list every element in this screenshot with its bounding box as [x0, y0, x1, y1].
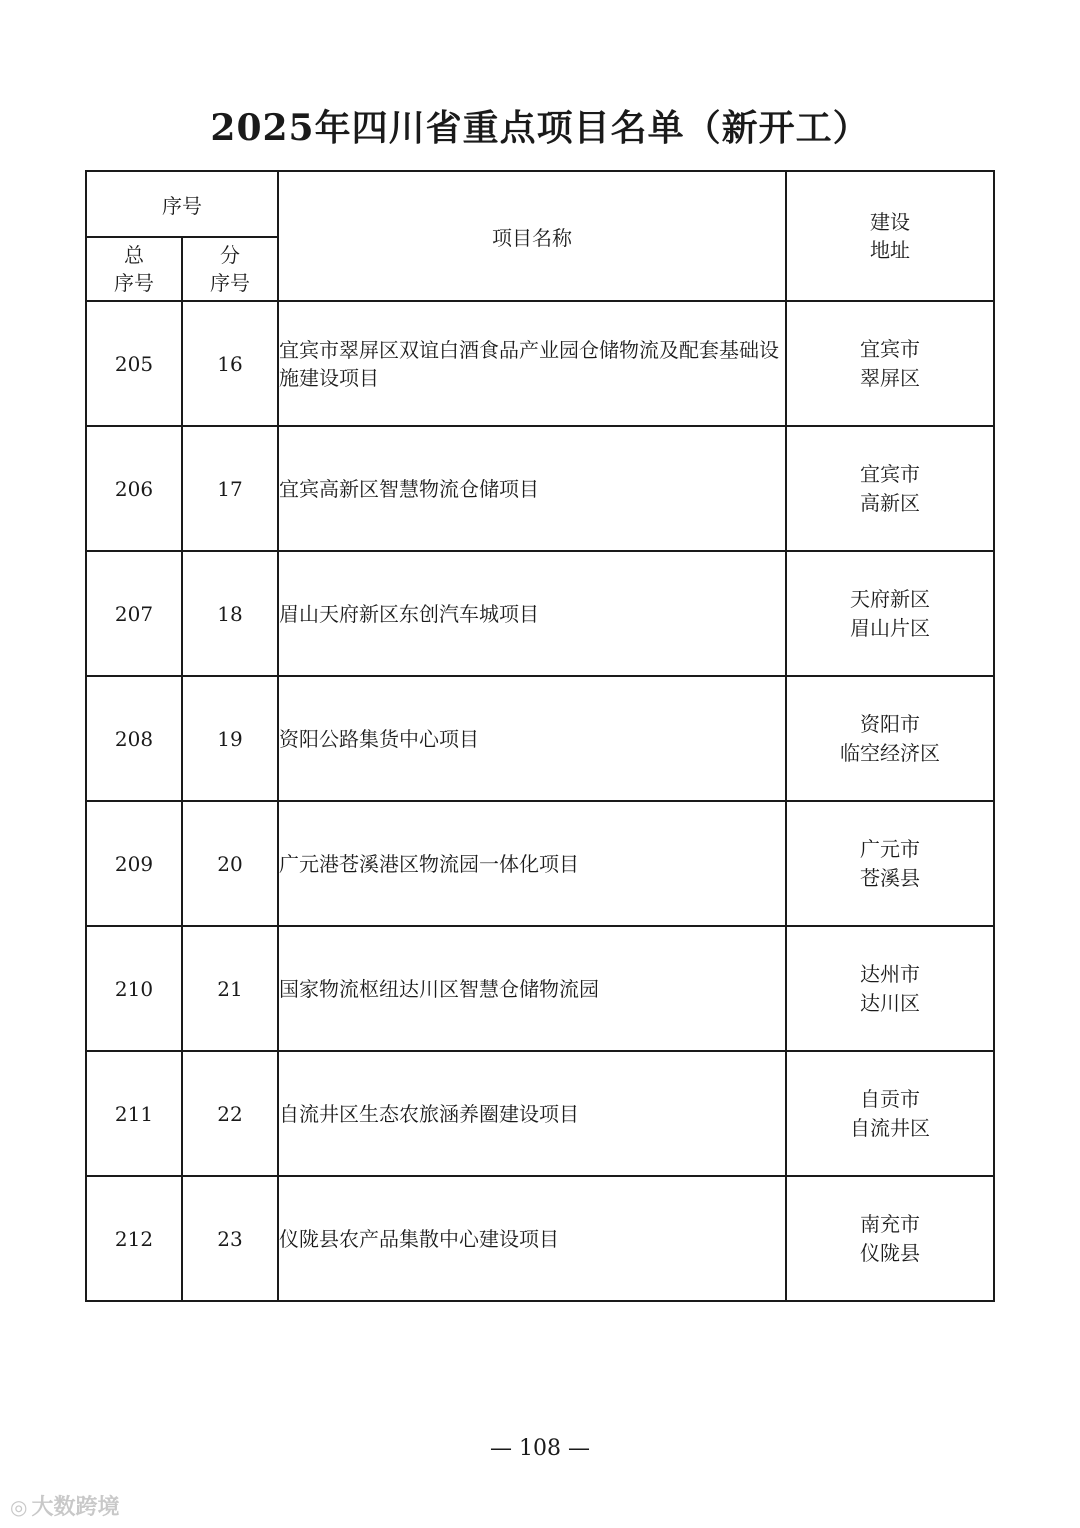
page-title: 2025年四川省重点项目名单（新开工） — [210, 107, 870, 149]
page-number: — 108 — — [490, 1436, 590, 1461]
table-row — [86, 1051, 994, 1176]
location-city: 自贡市 — [860, 1086, 920, 1111]
serial-group-header: 序号 — [86, 171, 278, 237]
watermark — [10, 1490, 119, 1521]
sub-serial-cell: 20 — [182, 801, 278, 926]
location-district: 自流井区 — [850, 1115, 930, 1140]
table-row — [86, 926, 994, 1051]
sub-serial-cell: 17 — [182, 426, 278, 551]
location-district: 翠屏区 — [860, 365, 920, 390]
sub-serial-cell: 16 — [182, 301, 278, 426]
project-name-cell: 宜宾市翠屏区双谊白酒食品产业园仓储物流及配套基础设施建设项目 — [278, 301, 786, 426]
sub-serial-cell: 18 — [182, 551, 278, 676]
sub-serial-header-line-1: 分 — [220, 243, 240, 267]
watermark-text: 大数跨境 — [31, 1495, 120, 1520]
total-serial-cell: 205 — [86, 301, 182, 426]
location-cell — [786, 801, 994, 926]
table-row — [86, 301, 994, 426]
location-cell — [786, 551, 994, 676]
location-header — [786, 171, 994, 301]
location-district: 眉山片区 — [850, 615, 930, 640]
total-serial-header — [86, 237, 182, 301]
table-row — [86, 676, 994, 801]
location-city: 宜宾市 — [860, 336, 920, 361]
location-district: 苍溪县 — [860, 865, 920, 890]
location-cell — [786, 301, 994, 426]
sub-serial-header-line-2: 序号 — [210, 271, 250, 295]
location-cell — [786, 426, 994, 551]
project-name-cell: 宜宾高新区智慧物流仓储项目 — [278, 426, 786, 551]
location-header-line-1: 建设 — [870, 210, 910, 234]
location-city: 资阳市 — [860, 711, 920, 736]
total-serial-cell: 212 — [86, 1176, 182, 1301]
project-name-cell: 国家物流枢纽达川区智慧仓储物流园 — [278, 926, 786, 1051]
project-name-header: 项目名称 — [278, 171, 786, 301]
total-serial-cell: 207 — [86, 551, 182, 676]
location-cell — [786, 1051, 994, 1176]
table-row — [86, 801, 994, 926]
project-name-cell: 眉山天府新区东创汽车城项目 — [278, 551, 786, 676]
location-cell — [786, 926, 994, 1051]
total-serial-cell: 209 — [86, 801, 182, 926]
table-row — [86, 426, 994, 551]
sub-serial-cell: 22 — [182, 1051, 278, 1176]
chat-bubble-icon: ◎ — [10, 1495, 28, 1519]
location-city: 广元市 — [860, 836, 920, 861]
location-city: 宜宾市 — [860, 461, 920, 486]
total-serial-cell: 210 — [86, 926, 182, 1051]
project-table — [85, 170, 995, 1302]
location-cell — [786, 1176, 994, 1301]
location-city: 天府新区 — [850, 586, 930, 611]
sub-serial-cell: 23 — [182, 1176, 278, 1301]
location-district: 高新区 — [860, 490, 920, 515]
project-name-cell: 自流井区生态农旅涵养圈建设项目 — [278, 1051, 786, 1176]
total-serial-cell: 211 — [86, 1051, 182, 1176]
total-serial-header-line-2: 序号 — [114, 271, 154, 295]
total-serial-cell: 208 — [86, 676, 182, 801]
location-city: 南充市 — [860, 1211, 920, 1236]
sub-serial-cell: 21 — [182, 926, 278, 1051]
location-district: 仪陇县 — [860, 1240, 920, 1265]
total-serial-cell: 206 — [86, 426, 182, 551]
location-district: 临空经济区 — [840, 740, 940, 765]
location-city: 达州市 — [860, 961, 920, 986]
table-row — [86, 1176, 994, 1301]
project-name-cell: 资阳公路集货中心项目 — [278, 676, 786, 801]
total-serial-header-line-1: 总 — [124, 243, 144, 267]
location-district: 达川区 — [860, 990, 920, 1015]
location-cell — [786, 676, 994, 801]
sub-serial-header — [182, 237, 278, 301]
project-name-cell: 仪陇县农产品集散中心建设项目 — [278, 1176, 786, 1301]
project-name-cell: 广元港苍溪港区物流园一体化项目 — [278, 801, 786, 926]
sub-serial-cell: 19 — [182, 676, 278, 801]
location-header-line-2: 地址 — [870, 238, 910, 262]
table-row — [86, 551, 994, 676]
